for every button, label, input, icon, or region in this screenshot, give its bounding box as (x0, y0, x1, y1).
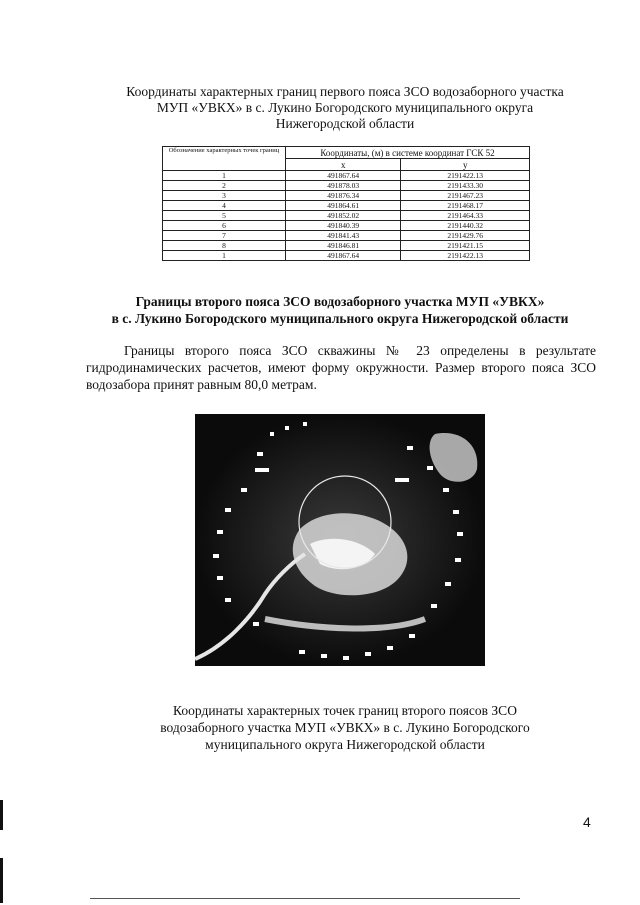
zone2-heading-line: в с. Лукино Богородского муниципального округа Нижегородской области (111, 311, 569, 326)
table-row (163, 251, 530, 261)
point-cell: 8 (163, 241, 286, 251)
table-row (163, 231, 530, 241)
y-cell: 2191429.76 (401, 231, 530, 241)
table-row (163, 221, 530, 231)
table-row (163, 191, 530, 201)
scan-edge-mark (0, 858, 3, 903)
x-cell: 491846.81 (286, 241, 401, 251)
zone2-coordinates-caption (110, 702, 580, 753)
x-cell: 491876.34 (286, 191, 401, 201)
y-cell: 2191467.23 (401, 191, 530, 201)
point-cell: 1 (163, 251, 286, 261)
col-y-header: y (401, 159, 530, 171)
zone1-coordinates-table (162, 146, 530, 261)
y-cell: 2191464.33 (401, 211, 530, 221)
map-image (195, 414, 485, 666)
table-row (163, 171, 530, 181)
zone1-heading (90, 84, 600, 132)
col-point-header: Обозначение характерных точек границ (163, 147, 286, 171)
y-cell: 2191421.15 (401, 241, 530, 251)
point-cell: 5 (163, 211, 286, 221)
table-row (163, 201, 530, 211)
y-cell: 2191433.30 (401, 181, 530, 191)
point-cell: 7 (163, 231, 286, 241)
x-cell: 491867.64 (286, 251, 401, 261)
point-cell: 4 (163, 201, 286, 211)
point-cell: 6 (163, 221, 286, 231)
x-cell: 491840.39 (286, 221, 401, 231)
x-cell: 491852.02 (286, 211, 401, 221)
scan-edge-mark (0, 800, 3, 830)
zone2-heading (60, 293, 620, 327)
table-row (163, 181, 530, 191)
x-cell: 491841.43 (286, 231, 401, 241)
y-cell: 2191440.32 (401, 221, 530, 231)
y-cell: 2191422.13 (401, 251, 530, 261)
caption-line: муниципального округа Нижегородской области (205, 737, 485, 752)
zone1-heading-line: Координаты характерных границ первого пояса ЗСО водозаборного участка (126, 84, 564, 99)
table-row (163, 241, 530, 251)
x-cell: 491867.64 (286, 171, 401, 181)
scan-bottom-line (90, 898, 520, 899)
zone1-heading-line: Нижегородской области (275, 116, 415, 131)
point-cell: 3 (163, 191, 286, 201)
x-cell: 491878.03 (286, 181, 401, 191)
point-cell: 1 (163, 171, 286, 181)
zone2-satellite-map (195, 414, 485, 666)
x-cell: 491864.61 (286, 201, 401, 211)
page-number: 4 (583, 814, 591, 830)
zone2-heading-line: Границы второго пояса ЗСО водозаборного участка МУП «УВКХ» (135, 294, 545, 309)
caption-line: Координаты характерных точек границ второго поясов ЗСО (173, 703, 517, 718)
caption-line: водозаборного участка МУП «УВКХ» в с. Лукино Богородского (160, 720, 530, 735)
col-x-header: x (286, 159, 401, 171)
point-cell: 2 (163, 181, 286, 191)
zone1-heading-line: МУП «УВКХ» в с. Лукино Богородского муниципального округа (156, 100, 534, 115)
table-row (163, 211, 530, 221)
y-cell: 2191468.17 (401, 201, 530, 211)
col-coordinates-header: Координаты, (м) в системе координат ГСК 52 (286, 147, 530, 159)
zone2-description: Границы второго пояса ЗСО скважины № 23 определены в результате гидродинамических расчетов, имеют форму окружности. Размер второго пояса ЗСО водозабора принят равным 80,0 метрам. (86, 343, 596, 392)
y-cell: 2191422.13 (401, 171, 530, 181)
